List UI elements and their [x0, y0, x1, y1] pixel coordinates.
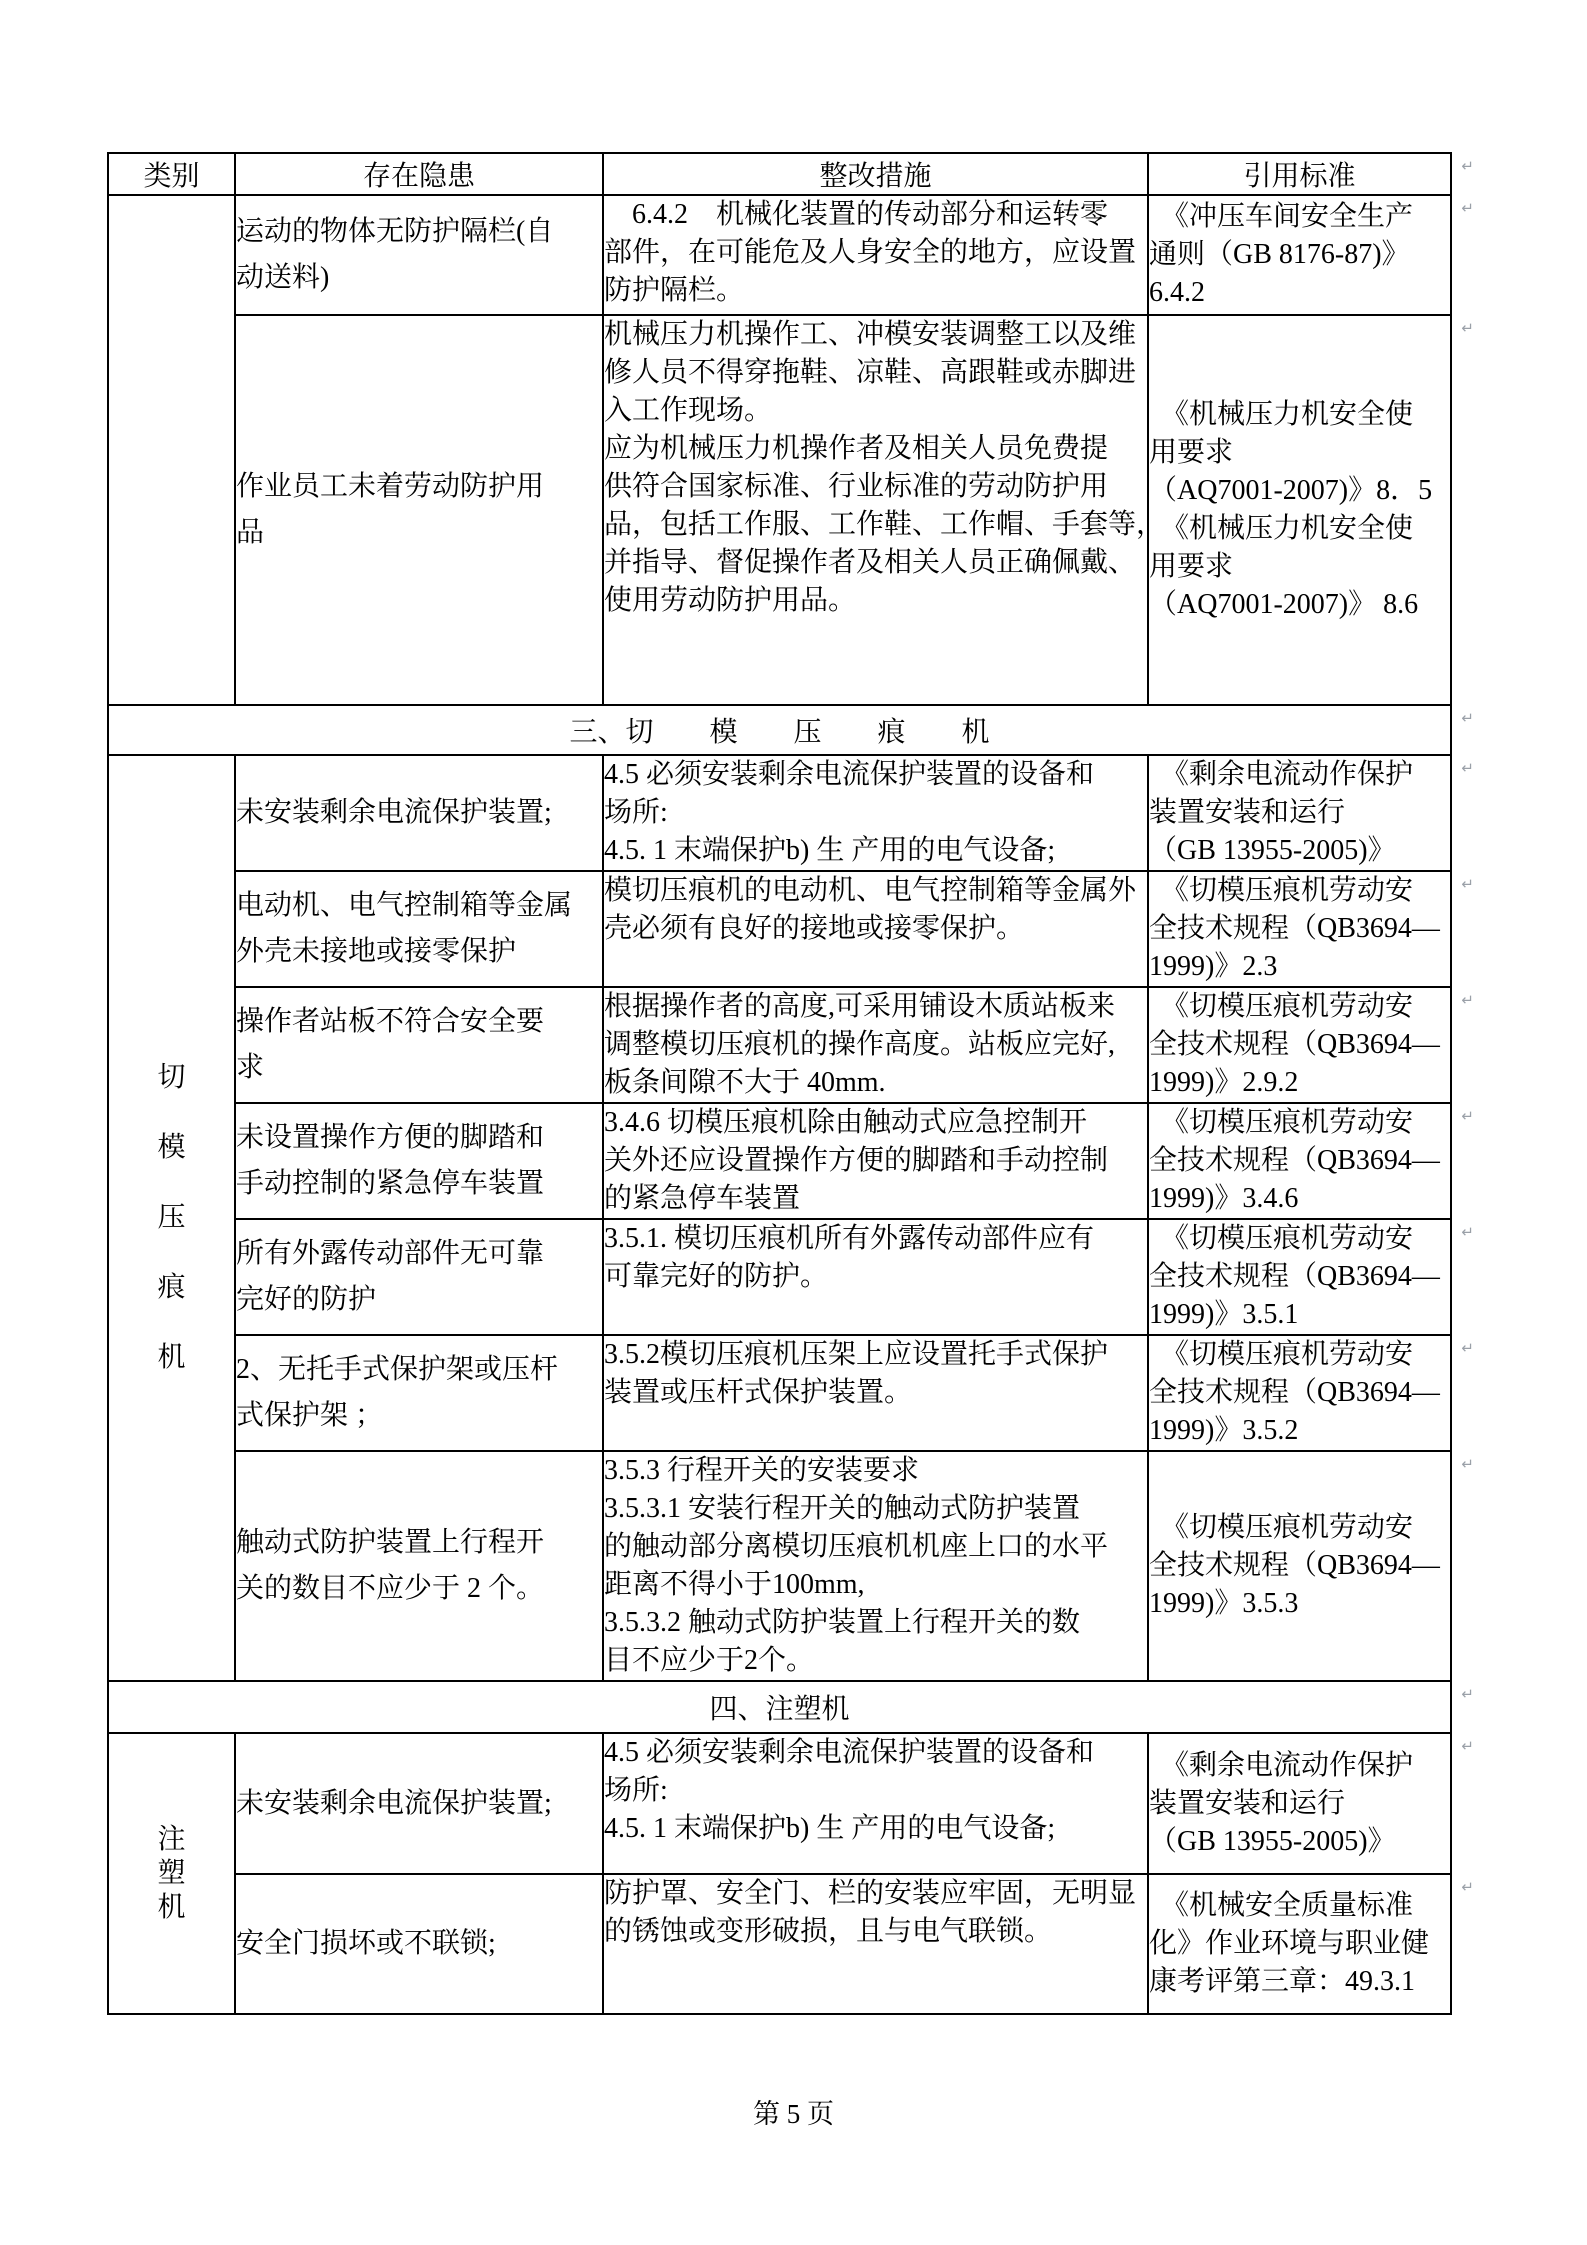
text-line: 壳必须有良好的接地或接零保护。	[604, 913, 1025, 944]
measures-cell	[603, 755, 1148, 871]
text-line: 用要求	[1149, 437, 1234, 468]
text-line: 《机械压力机安全使	[1161, 513, 1414, 544]
column-header: 类别	[108, 153, 235, 195]
text-line: 作业员工未着劳动防护用	[236, 471, 545, 502]
measures-cell	[603, 1733, 1148, 1874]
measures-cell	[603, 987, 1148, 1103]
text-line: 距离不得小于100mm,	[604, 1569, 865, 1600]
text-line: 3.5.2模切压痕机压架上应设置托手式保护	[604, 1339, 1109, 1370]
text-line: 修人员不得穿拖鞋、凉鞋、高跟鞋或赤脚进	[604, 357, 1137, 388]
table-row	[108, 871, 1451, 987]
table-body	[108, 195, 1474, 2014]
table-row	[108, 1733, 1451, 1874]
hazard-cell	[235, 195, 603, 315]
category-cell	[108, 755, 235, 1681]
hazard-cell	[235, 871, 603, 987]
standard-cell	[1148, 755, 1474, 871]
text-line: 并指导、督促操作者及相关人员正确佩戴、	[604, 547, 1137, 578]
text-line: 调整模切压痕机的操作高度。站板应完好,	[604, 1029, 1116, 1060]
text-line: 关的数目不应少于 2 个。	[236, 1573, 545, 1604]
text-line: 的紧急停车装置	[604, 1183, 801, 1214]
text-line: 化》作业环境与职业健	[1149, 1928, 1430, 1959]
text-line: 求	[236, 1052, 265, 1083]
text-line: 6.4.2	[1149, 277, 1205, 308]
standard-cell	[1148, 1335, 1474, 1451]
paragraph-mark-icon: ↵	[1461, 709, 1474, 727]
paragraph-mark-icon: ↵	[1461, 1737, 1474, 1755]
text-line: 使用劳动防护用品。	[604, 585, 857, 616]
text-line: 品	[236, 517, 265, 548]
category-cell	[108, 1733, 235, 2014]
text-line: 根据操作者的高度,可采用铺设木质站板来	[604, 991, 1116, 1022]
text-line: 全技术规程（QB3694—	[1149, 913, 1440, 944]
category-char: 机	[157, 1891, 186, 1923]
text-line: 《切模压痕机劳动安	[1161, 1512, 1414, 1543]
column-header: 引用标准 ↵	[1148, 153, 1451, 195]
paragraph-mark-icon: ↵	[1461, 1878, 1474, 1896]
text-line: 所有外露传动部件无可靠	[236, 1238, 545, 1269]
category-char: 痕	[157, 1272, 186, 1303]
hazard-rectification-table	[107, 152, 1474, 2015]
hazard-cell	[235, 1733, 603, 1874]
text-line: 的锈蚀或变形破损，且与电气联锁。	[604, 1916, 1053, 1947]
text-line: 手动控制的紧急停车装置	[236, 1168, 545, 1199]
text-line: 4.5. 1 末端保护b) 生 产用的电气设备;	[604, 1813, 1056, 1844]
column-header: 存在隐患	[235, 153, 603, 195]
measures-cell	[603, 195, 1148, 315]
text-line: 《切模压痕机劳动安	[1161, 1339, 1414, 1370]
standard-cell	[1148, 315, 1474, 705]
measures-cell	[603, 1874, 1148, 2014]
text-line: 关外还应设置操作方便的脚踏和手动控制	[604, 1145, 1109, 1176]
text-line: 4.5 必须安装剩余电流保护装置的设备和	[604, 759, 1095, 790]
text-line: 全技术规程（QB3694—	[1149, 1377, 1440, 1408]
table-row	[108, 195, 1451, 315]
text-line: 未安装剩余电流保护装置;	[236, 1787, 552, 1819]
text-line: 1999)》3.5.2	[1149, 1415, 1299, 1446]
table-row	[108, 1103, 1451, 1219]
paragraph-mark-icon: ↵	[1461, 1455, 1474, 1473]
text-line: 未安装剩余电流保护装置;	[236, 797, 552, 828]
category-cell	[108, 195, 235, 705]
text-line: 1999)》2.3	[1149, 951, 1278, 982]
measures-cell	[603, 871, 1148, 987]
text-line: 3.5.3.2 触动式防护装置上行程开关的数	[604, 1607, 1081, 1638]
column-header: 整改措施	[603, 153, 1148, 195]
table-row	[108, 987, 1451, 1103]
text-line: 场所:	[604, 797, 668, 828]
standard-cell	[1148, 195, 1474, 315]
text-line: 完好的防护	[236, 1284, 377, 1315]
category-char: 机	[157, 1342, 186, 1373]
text-line: 6.4.2 机械化装置的传动部分和运转零	[604, 199, 1109, 230]
text-line: 品，包括工作服、工作鞋、工作帽、手套等，	[604, 509, 1165, 540]
table-header-row	[108, 153, 1451, 195]
text-line: 可靠完好的防护。	[604, 1261, 829, 1292]
hazard-cell	[235, 1219, 603, 1335]
text-line: 式保护架 ；	[236, 1400, 384, 1431]
text-line: 运动的物体无防护隔栏(自	[236, 216, 554, 247]
text-line: 全技术规程（QB3694—	[1149, 1029, 1440, 1060]
text-line: 应为机械压力机操作者及相关人员免费提	[604, 433, 1109, 464]
paragraph-mark-icon: ↵	[1461, 319, 1474, 337]
section-header-row	[108, 1681, 1451, 1733]
text-line: 部件，在可能危及人身安全的地方，应设置	[604, 237, 1137, 268]
text-line: 《冲压车间安全生产	[1161, 201, 1414, 232]
text-line: 4.5. 1 末端保护b) 生 产用的电气设备;	[604, 835, 1056, 866]
measures-cell	[603, 1451, 1148, 1681]
paragraph-mark-icon: ↵	[1461, 1339, 1474, 1357]
text-line: 1999)》3.4.6	[1149, 1183, 1299, 1214]
text-line: 《切模压痕机劳动安	[1161, 991, 1414, 1022]
text-line: 板条间隙不大于 40mm.	[604, 1067, 886, 1098]
table-row	[108, 755, 1451, 871]
category-char: 注	[157, 1823, 186, 1855]
text-line: 全技术规程（QB3694—	[1149, 1145, 1440, 1176]
table-row	[108, 1335, 1451, 1451]
hazard-cell	[235, 315, 603, 705]
hazard-cell	[235, 755, 603, 871]
text-line: 1999)》3.5.1	[1149, 1299, 1299, 1330]
measures-cell	[603, 315, 1165, 705]
text-line: 通则（GB 8176-87)》	[1149, 239, 1410, 270]
hazard-cell	[235, 987, 603, 1103]
text-line: 《剩余电流动作保护	[1161, 1749, 1414, 1781]
text-line: 《剩余电流动作保护	[1161, 759, 1414, 790]
table-header	[108, 153, 1474, 195]
text-line: 目不应少于2个。	[604, 1645, 815, 1676]
text-line: 防护罩、安全门、栏的安装应牢固，无明显	[604, 1878, 1137, 1909]
hazard-cell	[235, 1874, 603, 2014]
section-title: 四、注塑机 ↵	[108, 1681, 1451, 1733]
text-line: 安全门损坏或不联锁;	[236, 1928, 496, 1959]
table-row	[108, 1874, 1451, 2014]
hazard-cell	[235, 1103, 603, 1219]
paragraph-mark-icon: ↵	[1461, 1685, 1474, 1703]
text-line: 操作者站板不符合安全要	[236, 1006, 545, 1037]
text-line: 防护隔栏。	[604, 275, 745, 306]
text-line: 2、无托手式保护架或压杆	[236, 1354, 559, 1385]
standard-cell	[1148, 1451, 1474, 1681]
section-title: 三、切 模 压 痕 机 ↵	[108, 705, 1451, 755]
category-char: 模	[157, 1132, 186, 1163]
text-line: 1999)》3.5.3	[1149, 1588, 1299, 1619]
text-line: 的触动部分离模切压痕机机座上口的水平	[604, 1531, 1109, 1562]
text-line: 3.5.1. 模切压痕机所有外露传动部件应有	[604, 1223, 1095, 1254]
text-line: 用要求	[1149, 551, 1234, 582]
text-line: 模切压痕机的电动机、电气控制箱等金属外	[604, 875, 1137, 906]
text-line: 供符合国家标准、行业标准的劳动防护用	[604, 471, 1109, 502]
text-line: 《切模压痕机劳动安	[1161, 1223, 1414, 1254]
standard-cell	[1148, 871, 1474, 987]
text-line: 全技术规程（QB3694—	[1149, 1261, 1440, 1292]
text-line: 装置安装和运行	[1149, 1787, 1346, 1819]
text-line: 4.5 必须安装剩余电流保护装置的设备和	[604, 1737, 1095, 1768]
paragraph-mark-icon: ↵	[1461, 759, 1474, 777]
text-line: 机械压力机操作工、冲模安装调整工以及维	[604, 319, 1137, 350]
text-line: 1999)》2.9.2	[1149, 1067, 1299, 1098]
category-char: 塑	[157, 1857, 186, 1889]
text-line: 《机械压力机安全使	[1161, 399, 1414, 430]
page-footer	[0, 2092, 1587, 2131]
measures-cell	[603, 1335, 1148, 1451]
text-line: （GB 13955-2005)》	[1149, 835, 1396, 866]
paragraph-mark-icon: ↵	[1461, 157, 1474, 175]
paragraph-mark-icon: ↵	[1461, 991, 1474, 1009]
text-line: 《切模压痕机劳动安	[1161, 1107, 1414, 1138]
text-line: （AQ7001-2007)》8．5	[1149, 475, 1433, 506]
standard-cell	[1148, 1733, 1474, 1874]
measures-cell	[603, 1103, 1148, 1219]
text-line: 入工作现场。	[604, 395, 773, 426]
page-number: 第 5 页	[753, 2099, 834, 2129]
text-line: 3.5.3.1 安装行程开关的触动式防护装置	[604, 1493, 1081, 1524]
text-line: 未设置操作方便的脚踏和	[236, 1122, 545, 1153]
section-header-row	[108, 705, 1451, 755]
paragraph-mark-icon: ↵	[1461, 1223, 1474, 1241]
text-line: 装置或压杆式保护装置。	[604, 1377, 913, 1408]
text-line: 电动机、电气控制箱等金属	[236, 890, 573, 921]
text-line: 《机械安全质量标准	[1161, 1890, 1414, 1921]
text-line: 场所:	[604, 1775, 668, 1806]
table-row	[108, 315, 1451, 705]
text-line: 装置安装和运行	[1149, 797, 1346, 828]
table-row	[108, 1451, 1451, 1681]
hazard-cell	[235, 1451, 603, 1681]
measures-cell	[603, 1219, 1148, 1335]
text-line: 3.5.3 行程开关的安装要求	[604, 1455, 920, 1486]
text-line: 动送料)	[236, 262, 330, 293]
category-char: 压	[157, 1202, 186, 1233]
text-line: 康考评第三章：49.3.1	[1149, 1966, 1416, 1997]
text-line: （AQ7001-2007)》 8.6	[1149, 589, 1419, 620]
text-line: 外壳未接地或接零保护	[236, 936, 517, 967]
standard-cell	[1148, 1874, 1474, 2014]
text-line: 全技术规程（QB3694—	[1149, 1550, 1440, 1581]
text-line: 触动式防护装置上行程开	[236, 1527, 545, 1558]
text-line: 3.4.6 切模压痕机除由触动式应急控制开	[604, 1107, 1088, 1138]
text-line: （GB 13955-2005)》	[1149, 1825, 1396, 1857]
paragraph-mark-icon: ↵	[1461, 199, 1474, 217]
category-char: 切	[157, 1062, 186, 1093]
standard-cell	[1148, 1219, 1474, 1335]
hazard-cell	[235, 1335, 603, 1451]
standard-cell	[1148, 987, 1474, 1103]
standard-cell	[1148, 1103, 1474, 1219]
paragraph-mark-icon: ↵	[1461, 875, 1474, 893]
paragraph-mark-icon: ↵	[1461, 1107, 1474, 1125]
table-row	[108, 1219, 1451, 1335]
text-line: 《切模压痕机劳动安	[1161, 875, 1414, 906]
